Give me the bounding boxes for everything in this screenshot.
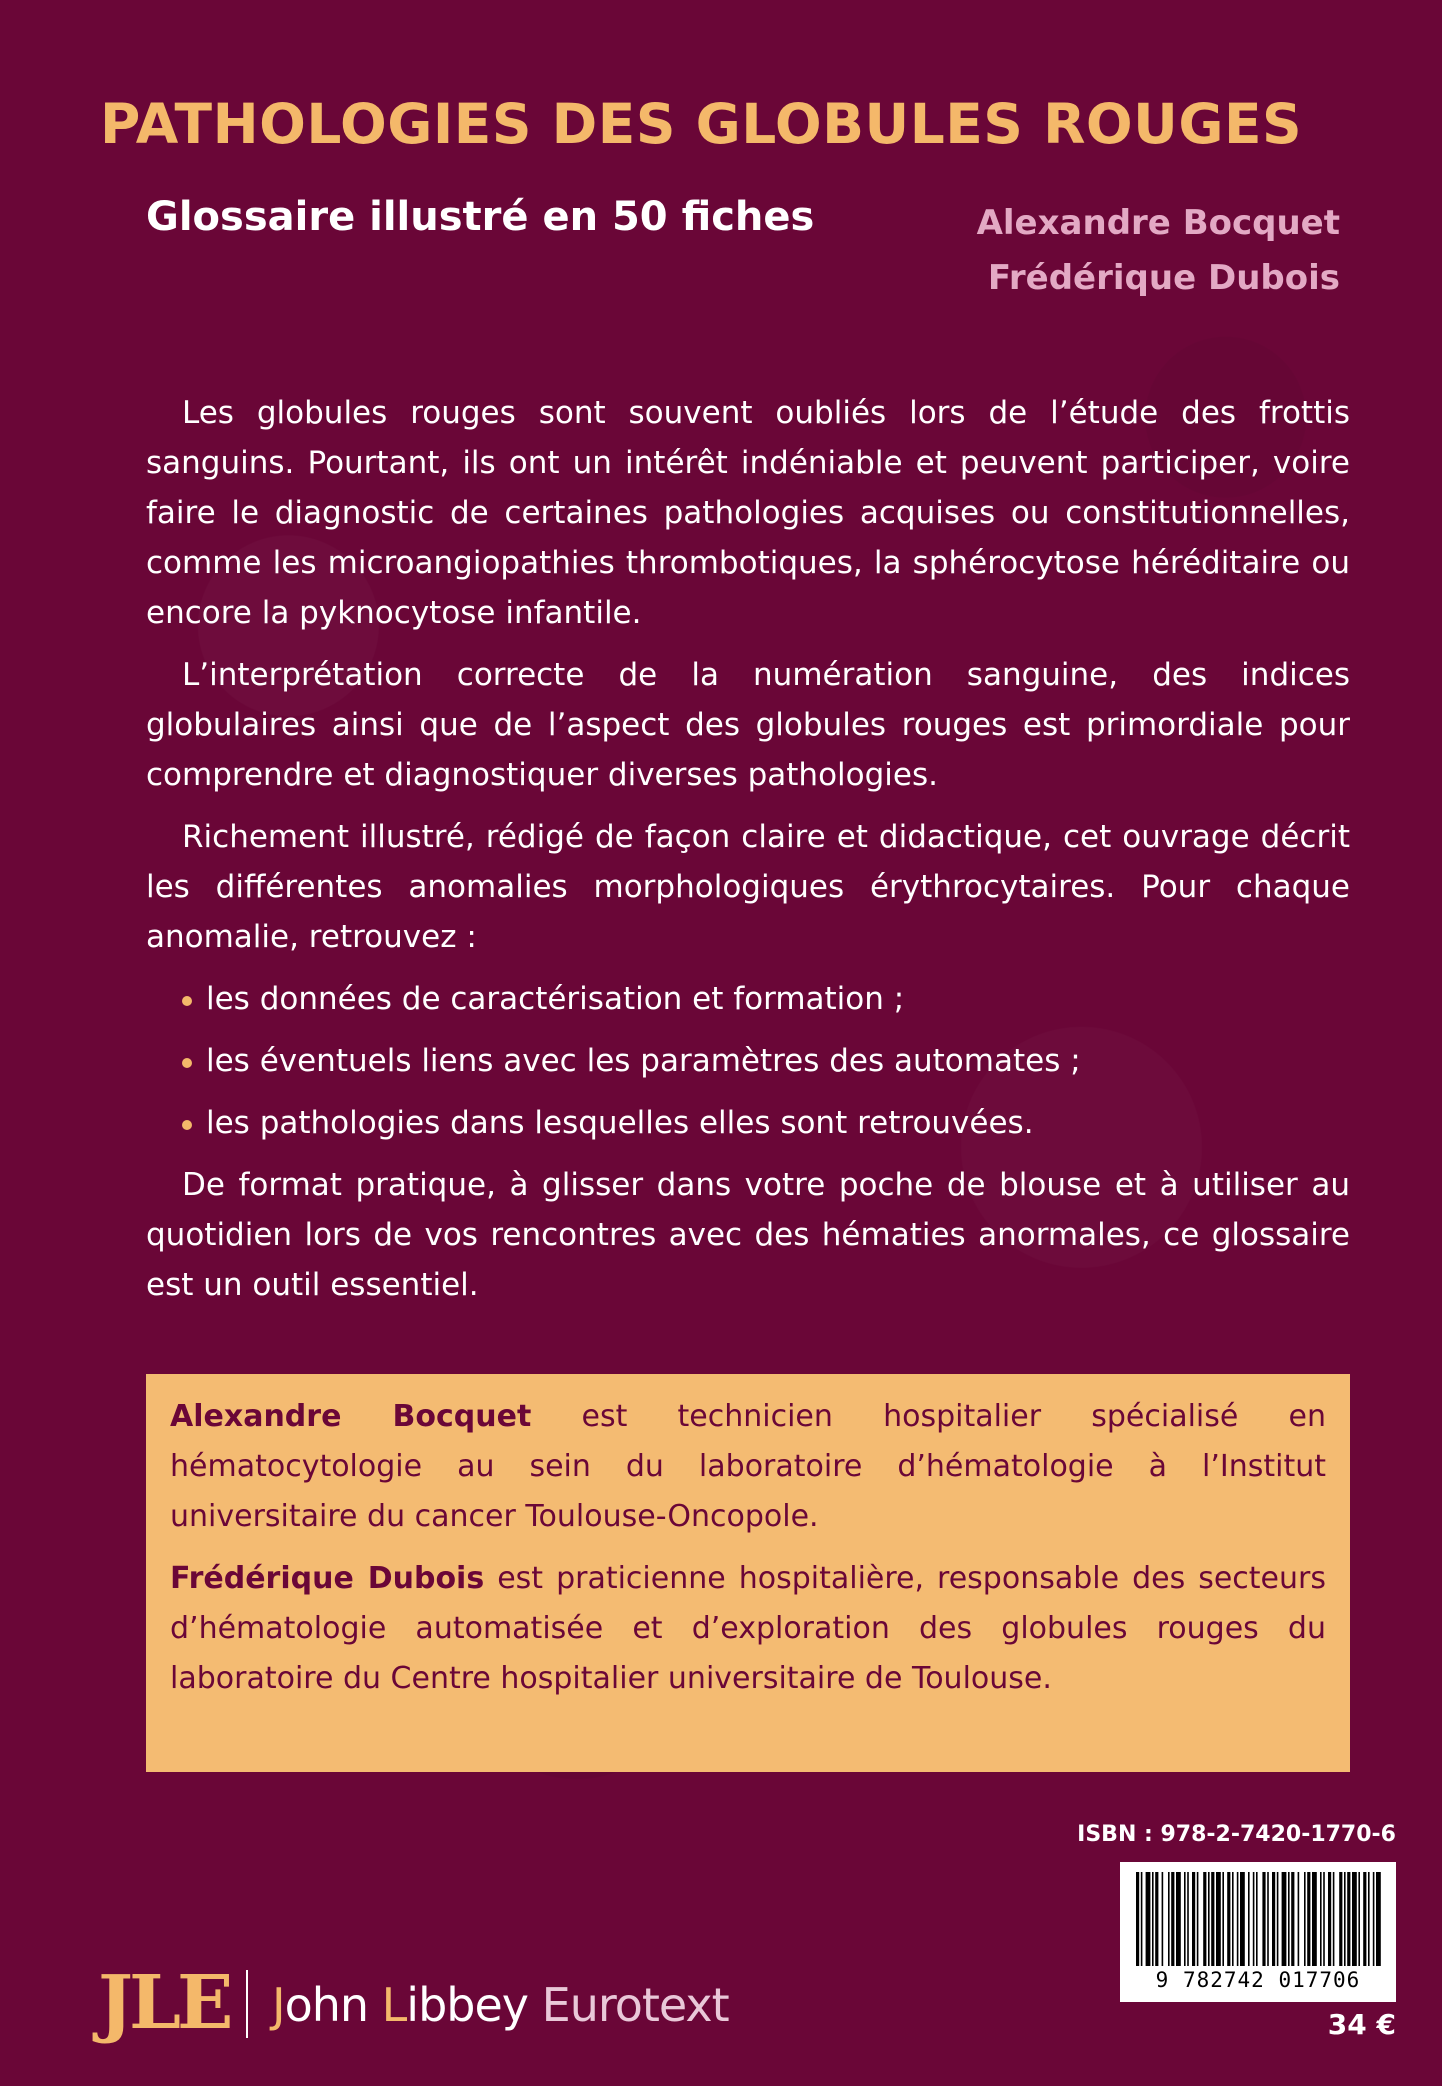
barcode	[1120, 1862, 1396, 2002]
barcode-bar	[1222, 1872, 1224, 1966]
barcode-bar	[1307, 1872, 1310, 1966]
barcode-bar	[1192, 1872, 1195, 1966]
barcode-bar	[1176, 1872, 1181, 1966]
barcode-bar	[1248, 1872, 1250, 1966]
blurb-paragraph: Les globules rouges sont souvent oubliés lors de l’étude des frottis sanguins. Pourtant, ils ont un intérêt indéniable et peuvent participer, voire faire le diagnostic de certaines pathologies acquises ou constitutionnelles, comme les microangiopathies thrombotiques, la sphérocytose héréditaire ou encore la pyknocytose infantile.	[146, 395, 1350, 631]
barcode-bar	[1288, 1872, 1290, 1966]
barcode-bar	[1291, 1872, 1294, 1966]
barcode-bar	[1320, 1872, 1322, 1966]
barcode-bar	[1262, 1872, 1265, 1966]
barcode-bar	[1168, 1872, 1170, 1966]
bio-author-name: Alexandre Bocquet	[170, 1399, 532, 1434]
barcode-bar	[1141, 1872, 1143, 1966]
publisher-word: ibbey	[406, 1978, 542, 2032]
barcode-bar	[1267, 1872, 1269, 1966]
barcode-bar	[1227, 1872, 1230, 1966]
barcode-bar	[1136, 1872, 1139, 1966]
author-bio	[170, 1392, 1326, 1542]
barcode-bar	[1323, 1872, 1325, 1966]
publisher-initial: L	[381, 1978, 407, 2032]
barcode-bar	[1328, 1872, 1331, 1966]
isbn-label: ISBN : 978-2-7420-1770-6	[1077, 1822, 1396, 1847]
blurb-closing: De format pratique, à glisser dans votre poche de blouse et à utiliser au quotidien lors de vos rencontres avec des hématies anormales, ce glossaire est un outil essentiel.	[146, 1167, 1350, 1303]
barcode-bar	[1358, 1872, 1360, 1966]
author-name: Frédérique Dubois	[987, 258, 1340, 298]
barcode-bar	[1208, 1872, 1210, 1966]
list-item	[182, 974, 1350, 1024]
author-list	[977, 196, 1340, 306]
feature-list	[146, 974, 1350, 1148]
bio-text: est praticienne hospitalière, responsable des secteurs d’hématologie automatisée et d’exploration des globules rouges du laboratoire du Centre hospitalier universitaire de Toulouse.	[170, 1561, 1326, 1696]
list-item-text: les données de caractérisation et formation ;	[206, 981, 905, 1017]
publisher-word: ohn	[284, 1978, 382, 2032]
barcode-bar	[1187, 1872, 1189, 1966]
barcode-bar	[1203, 1872, 1206, 1966]
barcode-bar	[1162, 1872, 1164, 1966]
publisher-word: Eurotext	[541, 1978, 729, 2032]
barcode-bar	[1298, 1872, 1300, 1966]
barcode-bar	[1256, 1872, 1258, 1966]
bio-author-name: Frédérique Dubois	[170, 1561, 485, 1596]
barcode-bar	[1347, 1872, 1350, 1966]
barcode-digits: 9 782742 017706	[1155, 1968, 1361, 1992]
blurb-paragraph: L’interprétation correcte de la numération sanguine, des indices globulaires ainsi que de l’aspect des globules rouges est primordiale pour comprendre et diagnostiquer diverses pathologies.	[146, 657, 1350, 793]
barcode-bar	[1152, 1872, 1154, 1966]
barcode-bar	[1232, 1872, 1234, 1966]
author-bio-box	[146, 1374, 1350, 1772]
barcode-bar	[1352, 1872, 1357, 1966]
barcode-bar	[1155, 1872, 1158, 1966]
barcode-bar	[1277, 1872, 1279, 1966]
jle-logo: JLE	[98, 1960, 230, 2046]
bullet-icon	[182, 1120, 192, 1130]
barcode-bar	[1253, 1872, 1255, 1966]
barcode-bar	[1344, 1872, 1346, 1966]
author-name: Alexandre Bocquet	[976, 203, 1340, 243]
list-item	[182, 1036, 1350, 1086]
barcode-bar	[1272, 1872, 1275, 1966]
barcode-bar	[1376, 1872, 1381, 1966]
barcode-bar	[1312, 1872, 1317, 1966]
book-title: PATHOLOGIES DES GLOBULES ROUGES	[100, 92, 1303, 156]
barcode-bar	[1339, 1872, 1342, 1966]
price-label: 34 €	[1327, 2008, 1396, 2041]
barcode-bar	[1171, 1872, 1174, 1966]
barcode-bar	[1363, 1872, 1366, 1966]
barcode-bar	[1373, 1872, 1375, 1966]
barcode-bar	[1368, 1872, 1370, 1966]
logo-divider	[246, 1970, 248, 2038]
barcode-bar	[1184, 1872, 1186, 1966]
bullet-icon	[182, 1058, 192, 1068]
author-bio	[170, 1554, 1326, 1704]
book-subtitle: Glossaire illustré en 50 fiches	[146, 194, 815, 240]
barcode-bar	[1146, 1872, 1151, 1966]
publisher-name	[272, 1978, 729, 2032]
barcode-bar	[1237, 1872, 1239, 1966]
barcode-bar	[1282, 1872, 1287, 1966]
barcode-bar	[1216, 1872, 1221, 1966]
blurb-paragraph: Richement illustré, rédigé de façon claire et didactique, cet ouvrage décrit les différentes anomalies morphologiques érythrocytaires. Pour chaque anomalie, retrouvez :	[146, 819, 1350, 955]
bio-text: est technicien hospitalier spécialisé en hématocytologie au sein du laboratoire d’hématologie à l’Institut universitaire du cancer Toulouse-Oncopole.	[170, 1399, 1326, 1534]
barcode-bar	[1211, 1872, 1214, 1966]
barcode-bar	[1240, 1872, 1245, 1966]
list-item	[182, 1098, 1350, 1148]
barcode-bar	[1197, 1872, 1199, 1966]
barcode-bar	[1333, 1872, 1335, 1966]
list-item-text: les pathologies dans lesquelles elles sont retrouvées.	[206, 1105, 1034, 1141]
bullet-icon	[182, 996, 192, 1006]
list-item-text: les éventuels liens avec les paramètres des automates ;	[206, 1043, 1081, 1079]
back-cover-blurb	[146, 388, 1350, 1322]
barcode-bars-icon	[1134, 1872, 1382, 1966]
publisher-initial: J	[272, 1978, 285, 2032]
barcode-bar	[1304, 1872, 1306, 1966]
